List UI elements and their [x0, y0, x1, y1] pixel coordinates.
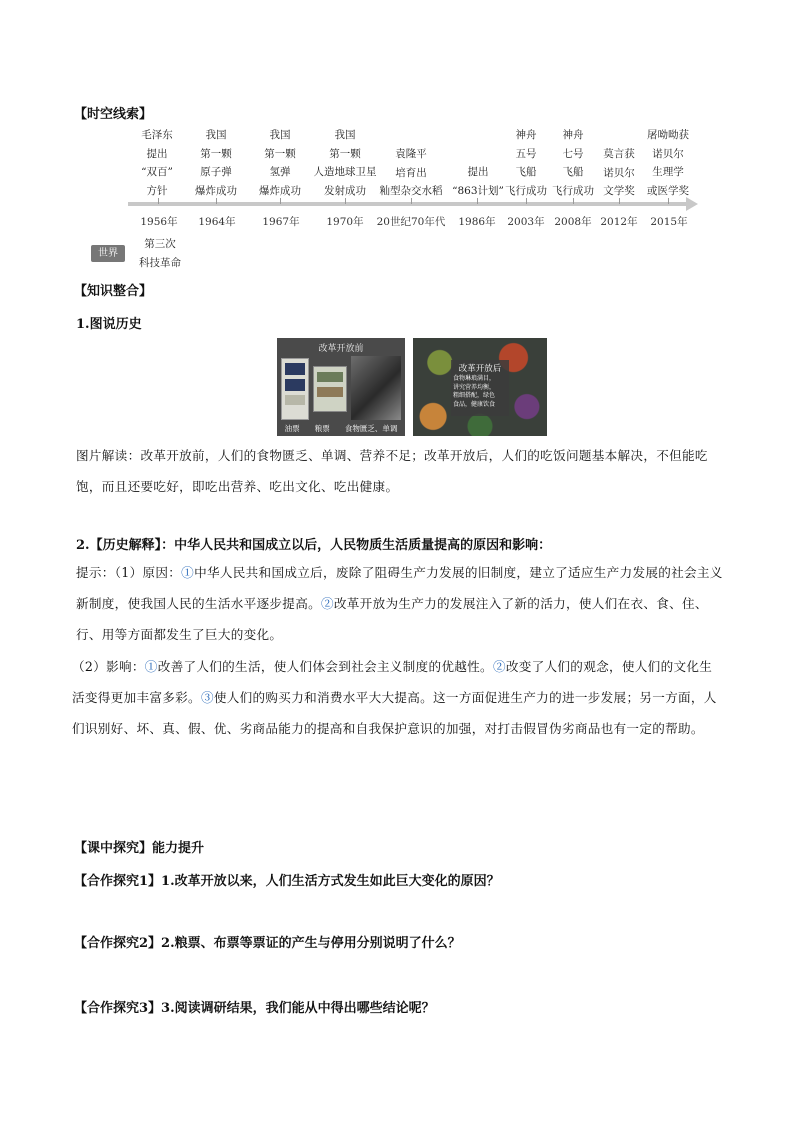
photo-before-captions — [277, 423, 405, 434]
timeline-tick — [411, 198, 412, 204]
picture-interpretation: 图片解读：改革开放前，人们的食物匮乏、单调、营养不足；改革开放后，人们的吃饭问题基本解决，不但能吃饱，而且还要吃好，即吃出营养、吃出文化、吃出健康。 — [76, 448, 708, 494]
timeline-event-label: 神舟 五号 飞船 飞行成功 — [505, 129, 547, 197]
timeline-year: 1964年 — [198, 216, 236, 228]
impact1-text: 改善了人们的生活，使人们体会到社会主义制度的优越性。 — [157, 659, 493, 674]
timeline-year: 1967年 — [262, 216, 300, 228]
hint-prefix: 提示：（1）原因： — [76, 565, 182, 580]
photo-before-reform — [277, 338, 405, 436]
timeline-event-label: 袁隆平 培育出 籼型杂交水稻 — [379, 148, 443, 197]
timeline-event-label: 我国 第一颗 人造地球卫星 发射成功 — [313, 129, 377, 197]
reason2-text: 改革开放为生产力的发展注入了新的活力，使人们在衣、食、住、行、用等方面都发生了巨大的变化。 — [76, 596, 708, 642]
timeline-event-label: 毛泽东 提出 “双百” 方针 — [141, 129, 173, 197]
photo-after-caption-box — [451, 360, 509, 416]
timeline-year: 20世纪70年代 — [376, 216, 446, 228]
marker-reason2: ② — [320, 596, 334, 611]
photo-after-title: 改革开放后 — [458, 364, 502, 374]
timeline-tick — [477, 198, 478, 204]
timeline-event-label: 我国 第一颗 原子弹 爆炸成功 — [195, 129, 237, 197]
caption-oil-coupon: 油票 — [284, 424, 300, 433]
timeline-arrow-icon — [686, 197, 698, 211]
explore-heading: 【课中探究】能力提升 — [74, 841, 205, 856]
timeline-event-label: 莫言获 诺贝尔 文学奖 — [603, 148, 635, 197]
caption-food-scarcity: 食物匮乏、单调 — [344, 424, 398, 433]
timeline-event-label: 提出 “863计划” — [452, 166, 504, 197]
timeline-event-label: 神舟 七号 飞船 飞行成功 — [552, 129, 594, 197]
explore-question-2: 【合作探究2】2.粮票、布票等票证的产生与停用分别说明了什么？ — [74, 936, 461, 951]
timeline-tick — [526, 198, 527, 204]
impact-prefix: （2）影响： — [72, 659, 145, 674]
timeline-year: 1956年 — [140, 216, 178, 228]
marker-impact2: ② — [492, 659, 506, 674]
timeline-year: 2003年 — [507, 216, 545, 228]
impact3-text: 使人们的购买力和消费水平大大提高。这一方面促进生产力的进一步发展；另一方面，人们识别好、坏、真、假、优、劣商品能力的提高和自我保护意识的加强，对打击假冒伪劣商品也有一定的帮助。 — [72, 690, 717, 736]
timeline-tick — [158, 198, 159, 204]
timeline-tick — [619, 198, 620, 204]
oil-coupon-image — [281, 358, 309, 420]
marker-impact3: ③ — [200, 690, 214, 705]
timeline-year: 2015年 — [650, 216, 688, 228]
timeline-year: 2012年 — [600, 216, 638, 228]
explore-question-1: 【合作探究1】1.改革开放以来，人们生活方式发生如此巨大变化的原因？ — [74, 874, 500, 889]
timeline-event-label: 我国 第一颗 氢弹 爆炸成功 — [259, 129, 301, 197]
marker-reason1: ① — [181, 565, 195, 580]
timeline-year: 1986年 — [458, 216, 496, 228]
photo-before-title: 改革开放前 — [318, 344, 364, 354]
reason1-text: 中华人民共和国成立后，废除了阻碍生产力发展的旧制度，建立了适应生产力发展的社会主义新制度，使我国人民的生活水平逐步提高。 — [76, 565, 723, 611]
photo-after-reform — [413, 338, 547, 436]
timeline-axis — [128, 202, 686, 206]
timeline-heading: 【时空线索】 — [74, 107, 153, 122]
world-event-label: 第三次 科技革命 — [139, 238, 181, 269]
explore-question-3: 【合作探究3】3.阅读调研结果，我们能从中得出哪些结论呢？ — [74, 1001, 435, 1016]
timeline-event-label: 屠呦呦获 诺贝尔 生理学 或医学奖 — [647, 129, 689, 197]
knowledge-heading: 【知识整合】 — [74, 284, 153, 299]
timeline-tick — [216, 198, 217, 204]
section2-title: 2.【历史解释】：中华人民共和国成立以后，人民物质生活质量提高的原因和影响： — [76, 538, 552, 553]
timeline-year: 1970年 — [326, 216, 364, 228]
section1-title: 1.图说历史 — [76, 317, 142, 332]
food-scarcity-image — [351, 356, 401, 420]
timeline-tick — [280, 198, 281, 204]
grain-coupon-image — [313, 366, 347, 412]
impacts-paragraph — [72, 651, 724, 744]
reasons-paragraph — [76, 557, 724, 650]
photo-after-text: 食物琳琅满目， 讲究营养均衡， 粗细搭配，绿色 食品，健康饮食 — [453, 375, 496, 408]
caption-grain-coupon: 粮票 — [314, 424, 330, 433]
timeline-tick — [573, 198, 574, 204]
world-badge: 世界 — [91, 245, 125, 262]
timeline-tick — [668, 198, 669, 204]
timeline-year: 2008年 — [554, 216, 592, 228]
timeline-tick — [345, 198, 346, 204]
marker-impact1: ① — [144, 659, 158, 674]
impact2-text: 改变了人们的观念，使人们的文化生活变得更加丰富多彩。 — [72, 659, 713, 705]
